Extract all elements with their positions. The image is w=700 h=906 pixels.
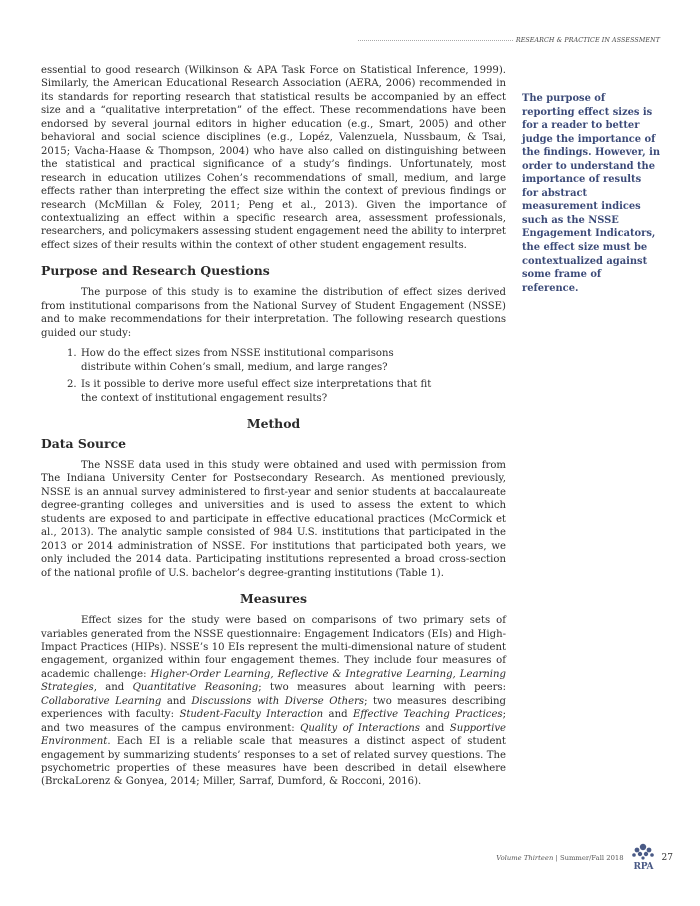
logo-text: RPA [633,862,654,872]
list-item-number: 2. [67,379,77,391]
measures-emphasis: Higher-Order Learning, Reflective & Integrative Learning, Learning Strategies [41,668,506,694]
measures-emphasis: Supportive Environment [41,722,506,748]
measures-text: Effect sizes for the study were based on comparisons of two primary sets of variables generated from the NSSE questionnaire: Engagement Indicators (EIs) and High-Impact Practices (HIPs). NSSE’s 10 EIs represent the multi-dimensional nature of student engagement, organized within four engagement themes. They include four measures of academic challenge: [41,615,506,680]
volume-info [496,854,623,862]
paragraph-data-source: The NSSE data used in this study were obtained and used with permission from The Indiana University Center for Postsecondary Research. As mentioned previously, NSSE is an annual survey administered to first-year and senior students at baccalaureate degree-granting colleges and universities and is used to assess the extent to which students are exposed to and participate in effective educational practices (McCormick et al., 2013). The analytic sample consisted of 984 U.S. institutions that participated in the 2013 or 2014 administration of NSSE. For institutions that participated both years, we only included the 2014 data. Participating institutions represented a broad cross-section of the national profile of U.S. bachelor’s degree-granting institutions (Table 1). [41,459,506,579]
measures-text: ; and two measures of the campus environment: [41,709,507,734]
running-head: RESEARCH & PRACTICE IN ASSESSMENT [515,36,660,44]
list-item [67,347,445,374]
research-questions-list [41,347,506,405]
volume-label: Volume Thirteen [496,854,554,862]
list-item-text: How do the effect sizes from NSSE institutional comparisons distribute within Cohen’s small, medium, and large ranges? [81,348,394,373]
measures-emphasis: Quality of Interactions [300,722,420,734]
measures-emphasis: Student-Faculty Interaction [179,709,324,721]
measures-emphasis: Effective Teaching Practices [352,709,503,721]
paragraph-intro-continued: essential to good research (Wilkinson & APA Task Force on Statistical Inference, 1999). Similarly, the American Educational Research Association (AERA, 2006) recommended in its standards for reporting research that statistical results be accompanied by an effect size and a “qualitative interpretation” of the effect. These recommendations have been endorsed by several journal editors in higher education (e.g., Smart, 2005) and other behavioral and social science disciplines (e.g., Lopéz, Valenzuela, Nussbaum, & Tsai, 2015; Vacha-Haase & Thompson, 2004) who have also called on distinguishing between the statistical and practical significance of a study’s findings. Unfortunately, most research in education utilizes Cohen’s recommendations of small, medium, and large effects rather than interpreting the effect size within the context of previous findings or research (McMillan & Foley, 2011; Peng et al., 2013). Given the importance of contextualizing an effect within a specific research area, assessment professionals, researchers, and policymakers assessing student engagement need the ability to interpret effect sizes of their results within the context of other student engagement results. [41,65,506,251]
measures-text: and [323,709,353,721]
header-dotted-rule [358,40,513,41]
heading-purpose: Purpose and Research Questions [41,263,270,279]
measures-text: . Each EI is a reliable scale that measures a distinct aspect of student engagement by summarizing students’ responses to a set of related survey questions. The psychometric properties of these measures have been described in detail elsewhere (BrckaLorenz & Gonyea, 2014; Miller, Sarraf, Dumford, & Rocconi, 2016). [41,736,506,788]
heading-data-source: Data Source [41,435,127,451]
measures-text: ; two measures describing experiences with faculty: [41,695,506,721]
paragraph-measures [41,614,506,789]
paragraph-purpose: The purpose of this study is to examine the distribution of effect sizes derived from institutional comparisons from the National Survey of Student Engagement (NSSE) and to make recommendations for their interpretation. The following research questions guided our study: [41,287,506,339]
list-item [67,378,445,405]
sidebar-pullquote: The purpose of reporting effect sizes is for a reader to better judge the importance of the findings. However, in order to understand the importance of results for abstract measurement indices such as the NSSE Engagement Indicators, the effect size must be contextualized against some frame of reference. [522,93,661,294]
main-column [41,64,506,789]
measures-text: and [419,722,450,734]
measures-emphasis: Discussions with Diverse Others [191,695,365,707]
measures-text: ; two measures about learning with peers: [258,682,506,694]
measures-emphasis: Quantitative Reasoning [132,682,259,694]
page-footer [496,842,673,874]
measures-text: and [161,695,192,707]
list-item-number: 1. [67,348,77,360]
measures-emphasis: Collaborative Learning [41,695,162,707]
heading-measures: Measures [240,591,307,607]
rpa-logo-icon [630,842,656,874]
heading-method: Method [246,415,301,431]
page-number: 27 [661,853,673,863]
measures-text: , and [93,682,133,694]
list-item-text: Is it possible to derive more useful effect size interpretations that fit the context of institutional engagement results? [81,379,432,404]
issue-label: | Summer/Fall 2018 [553,854,624,862]
running-header [358,34,660,46]
